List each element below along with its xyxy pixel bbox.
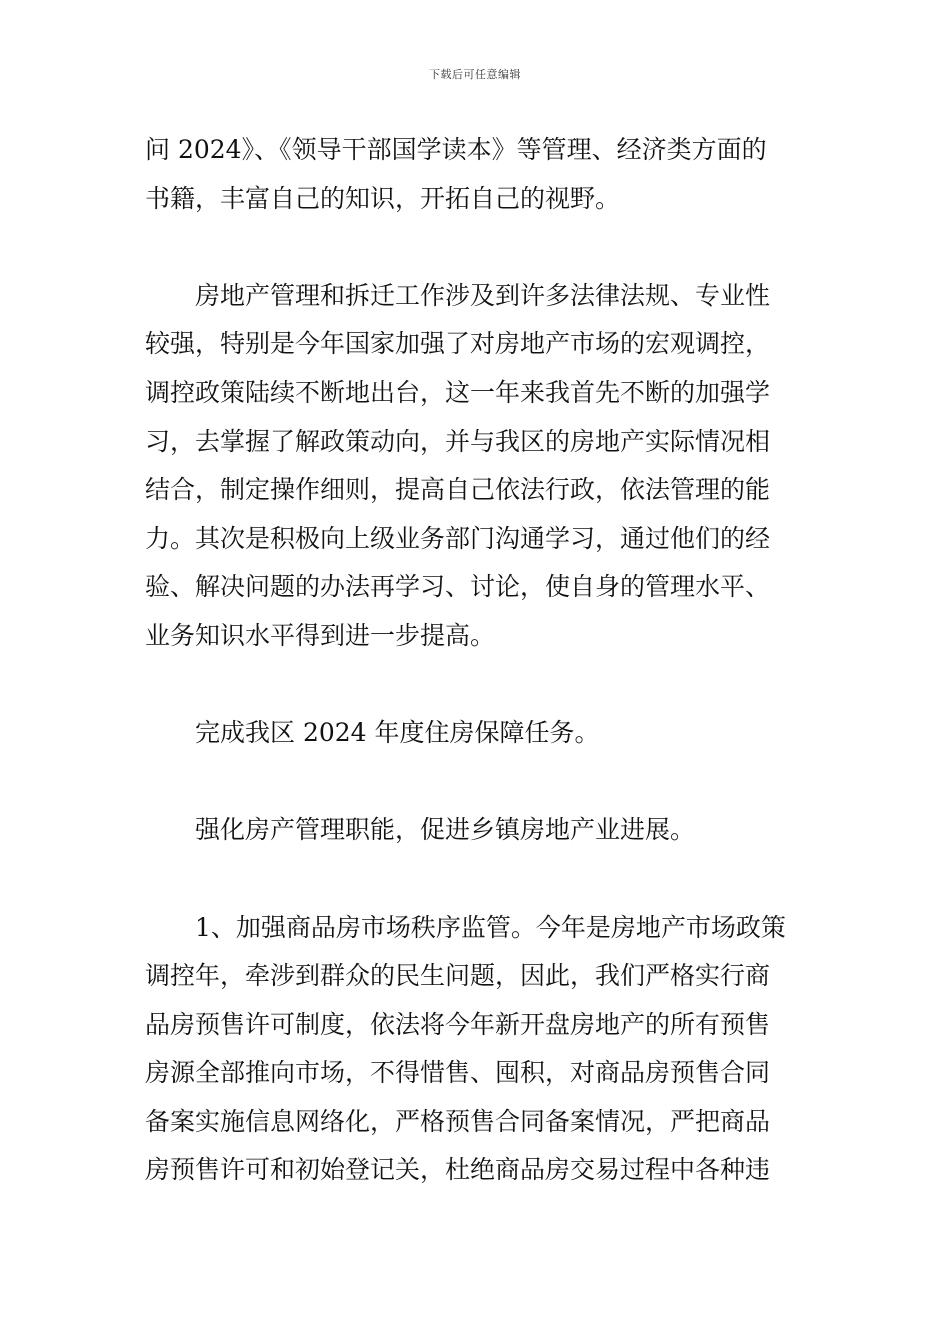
paragraph-line: 房地产管理和拆迁工作涉及到许多法律法规、专业性 xyxy=(195,280,771,310)
paragraph-line: 备案实施信息网络化，严格预售合同备案情况，严把商品 xyxy=(145,1106,771,1136)
paragraph-spacer xyxy=(145,661,805,710)
paragraph-line: 验、解决问题的办法再学习、讨论，使自身的管理水平、 xyxy=(145,572,771,602)
paragraph-line: 1、加强商品房市场秩序监管。今年是房地产市场政策 xyxy=(195,912,786,942)
paragraph-line: 结合，制定操作细则，提高自己依法行政，依法管理的能 xyxy=(145,475,771,505)
paragraph-line: 调控年，牵涉到群众的民生问题，因此，我们严格实行商 xyxy=(145,961,771,991)
paragraph-line: 品房预售许可制度，依法将今年新开盘房地产的所有预售 xyxy=(145,1009,771,1039)
paragraph-2 xyxy=(145,272,805,661)
paragraph-line: 房源全部推向市场，不得惜售、囤积，对商品房预售合同 xyxy=(145,1058,771,1088)
paragraph-line: 业务知识水平得到进一步提高。 xyxy=(145,620,496,650)
paragraph-spacer xyxy=(145,223,805,272)
paragraph-line: 强化房产管理职能，促进乡镇房地产业进展。 xyxy=(195,815,696,845)
document-body xyxy=(145,126,805,1195)
paragraph-line: 较强，特别是今年国家加强了对房地产市场的宏观调控， xyxy=(145,329,771,359)
paragraph-3 xyxy=(145,709,805,758)
paragraph-1 xyxy=(145,126,805,223)
paragraph-line: 完成我区 2024 年度住房保障任务。 xyxy=(195,718,600,748)
paragraph-line: 调控政策陆续不断地出台，这一年来我首先不断的加强学 xyxy=(145,377,771,407)
paragraph-4 xyxy=(145,806,805,855)
page-header-note: 下载后可任意编辑 xyxy=(429,68,521,81)
paragraph-line: 习，去掌握了解政策动向，并与我区的房地产实际情况相 xyxy=(145,426,771,456)
paragraph-5 xyxy=(145,904,805,1196)
paragraph-spacer xyxy=(145,758,805,807)
paragraph-line: 房预售许可和初始登记关，杜绝商品房交易过程中各种违 xyxy=(145,1155,771,1185)
paragraph-spacer xyxy=(145,855,805,904)
paragraph-line: 书籍，丰富自己的知识，开拓自己的视野。 xyxy=(145,183,621,213)
paragraph-line: 力。其次是积极向上级业务部门沟通学习，通过他们的经 xyxy=(145,523,771,553)
paragraph-line: 问 2024》、《领导干部国学读本》等管理、经济类方面的 xyxy=(145,135,767,164)
